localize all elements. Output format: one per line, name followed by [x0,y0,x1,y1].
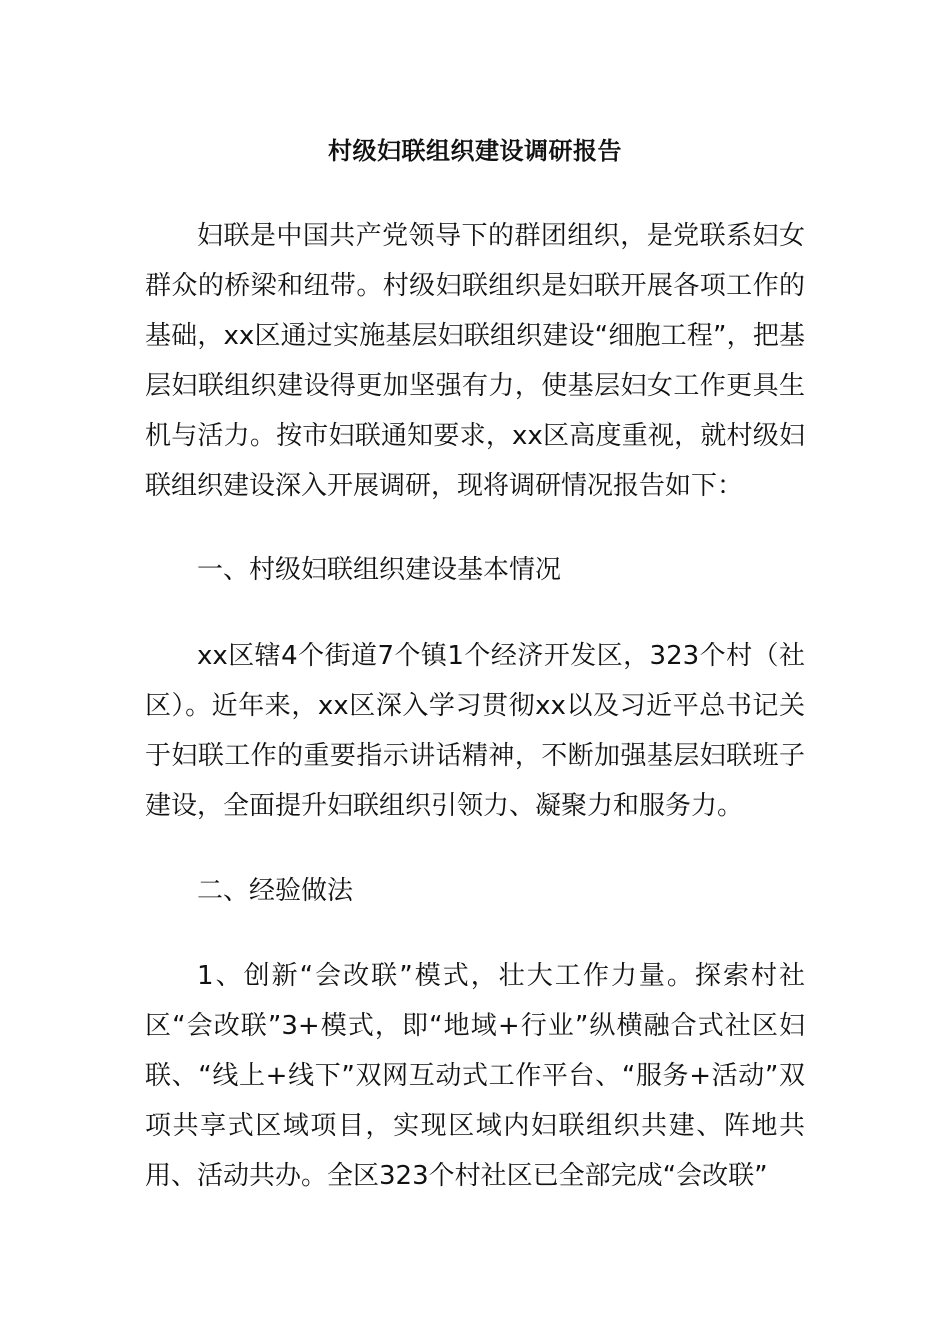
intro-paragraph: 妇联是中国共产党领导下的群团组织，是党联系妇女群众的桥梁和纽带。村级妇联组织是妇联开展各项工作的基础，xx区通过实施基层妇联组织建设“细胞工程”，把基层妇联组织建设得更加坚强有力，使基层妇女工作更具生机与活力。按市妇联通知要求，xx区高度重视，就村级妇联组织建设深入开展调研，现将调研情况报告如下： [145,221,805,501]
section-heading-2: 二、经验做法 [197,876,354,906]
document-title: 村级妇联组织建设调研报告 [328,137,622,165]
section-heading-1: 一、村级妇联组织建设基本情况 [197,555,562,585]
basic-situation-paragraph: xx区辖4个街道7个镇1个经济开发区，323个村（社区）。近年来，xx区深入学习贯彻xx以及习近平总书记关于妇联工作的重要指示讲话精神，不断加强基层妇联班子建设，全面提升妇联组织引领力、凝聚力和服务力。 [145,641,805,821]
experience-paragraph: 1、创新“会改联”模式，壮大工作力量。探索村社区“会改联”3+模式，即“地域+行业”纵横融合式社区妇联、“线上+线下”双网互动式工作平台、“服务+活动”双项共享式区域项目，实现区域内妇联组织共建、阵地共用、活动共办。全区323个村社区已全部完成“会改联” [145,961,805,1191]
